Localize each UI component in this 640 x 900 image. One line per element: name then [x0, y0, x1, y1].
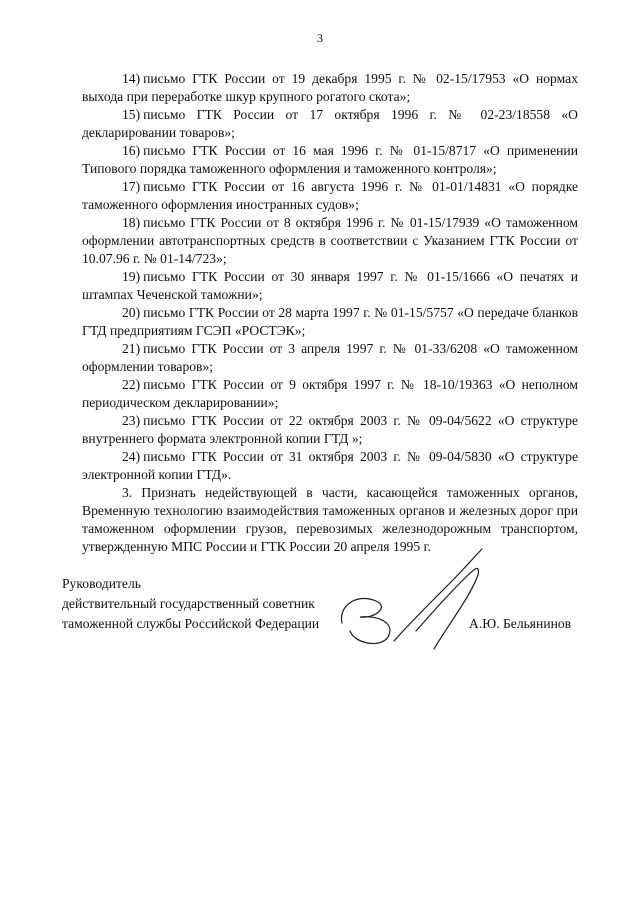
signatory-title — [62, 574, 362, 634]
item-text: письмо ГТК России от 17 октября 1996 г. № 02-23/18558 «О декларировании товаров»; — [82, 107, 578, 140]
list-item — [82, 304, 578, 340]
list-item — [82, 70, 578, 106]
list-item — [82, 376, 578, 412]
item-number: 14) — [122, 71, 141, 86]
item-number: 20) — [122, 305, 141, 320]
item-text: письмо ГТК России от 16 августа 1996 г. № 01-01/14831 «О порядке таможенного оформления иностранных судов»; — [82, 179, 578, 212]
signatory-position: Руководитель — [62, 576, 141, 591]
item-text: письмо ГТК России от 22 октября 2003 г. № 09-04/5622 «О структуре внутреннего формата электронной копии ГТД »; — [82, 413, 578, 446]
item-text: письмо ГТК России от 28 марта 1997 г. № 01-15/5757 «О передаче бланков ГТД предприятиям ГСЭП «РОСТЭК»; — [82, 305, 578, 338]
item-number: 24) — [122, 449, 141, 464]
signature-stroke — [416, 568, 478, 649]
list-item — [82, 340, 578, 376]
signatory-rank: действительный государственный советник — [62, 596, 315, 611]
list-item — [82, 106, 578, 142]
item-number: 18) — [122, 215, 141, 230]
item-text: письмо ГТК России от 9 октября 1997 г. № 18-10/19363 «О неполном периодическом декларировании»; — [82, 377, 578, 410]
item-number: 21) — [122, 341, 141, 356]
item-number: 16) — [122, 143, 141, 158]
list-item — [82, 178, 578, 214]
item-number: 22) — [122, 377, 141, 392]
list-item — [82, 214, 578, 268]
item-number: 17) — [122, 179, 141, 194]
list-item — [82, 268, 578, 304]
list-item — [82, 142, 578, 178]
item-number: 23) — [122, 413, 141, 428]
item-number: 19) — [122, 269, 141, 284]
signatory-name: А.Ю. Бельянинов — [469, 616, 572, 631]
list-item — [82, 412, 578, 448]
item-text: письмо ГТК России от 30 января 1997 г. № 01-15/1666 «О печатях и штампах Чеченской таможни»; — [82, 269, 578, 302]
page-number: 3 — [317, 31, 323, 45]
item-text: письмо ГТК России от 16 мая 1996 г. № 01-15/8717 «О применении Типового порядка таможенного оформления и таможенного контроля»; — [82, 143, 578, 176]
item-number: 15) — [122, 107, 141, 122]
list-item — [82, 448, 578, 484]
item-text: письмо ГТК России от 19 декабря 1995 г. № 02-15/17953 «О нормах выхода при переработке шкур крупного рогатого скота»; — [82, 71, 578, 104]
signatory-service: таможенной службы Российской Федерации — [62, 616, 320, 631]
clause-3: 3. Признать недействующей в части, касающейся таможенных органов, Временную технологию взаимодействия таможенных органов и железных дорог при таможенном оформлении грузов, перевозимых железнодорожным транспортом, утвержденную МПС России и ГТК России 20 апреля 1995 г. — [82, 485, 578, 554]
document-body — [82, 70, 578, 556]
handwritten-signature — [330, 545, 520, 655]
item-text: письмо ГТК России от 8 октября 1996 г. № 01-15/17939 «О таможенном оформлении автотранспортных средств в соответствии с Указанием ГТК России от 10.07.96 г. № 01-14/723»; — [82, 215, 578, 266]
item-text: письмо ГТК России от 31 октября 2003 г. № 09-04/5830 «О структуре электронной копии ГТД». — [82, 449, 578, 482]
signature-stroke — [341, 598, 389, 643]
item-text: письмо ГТК России от 3 апреля 1997 г. № 01-33/6208 «О таможенном оформлении товаров»; — [82, 341, 578, 374]
